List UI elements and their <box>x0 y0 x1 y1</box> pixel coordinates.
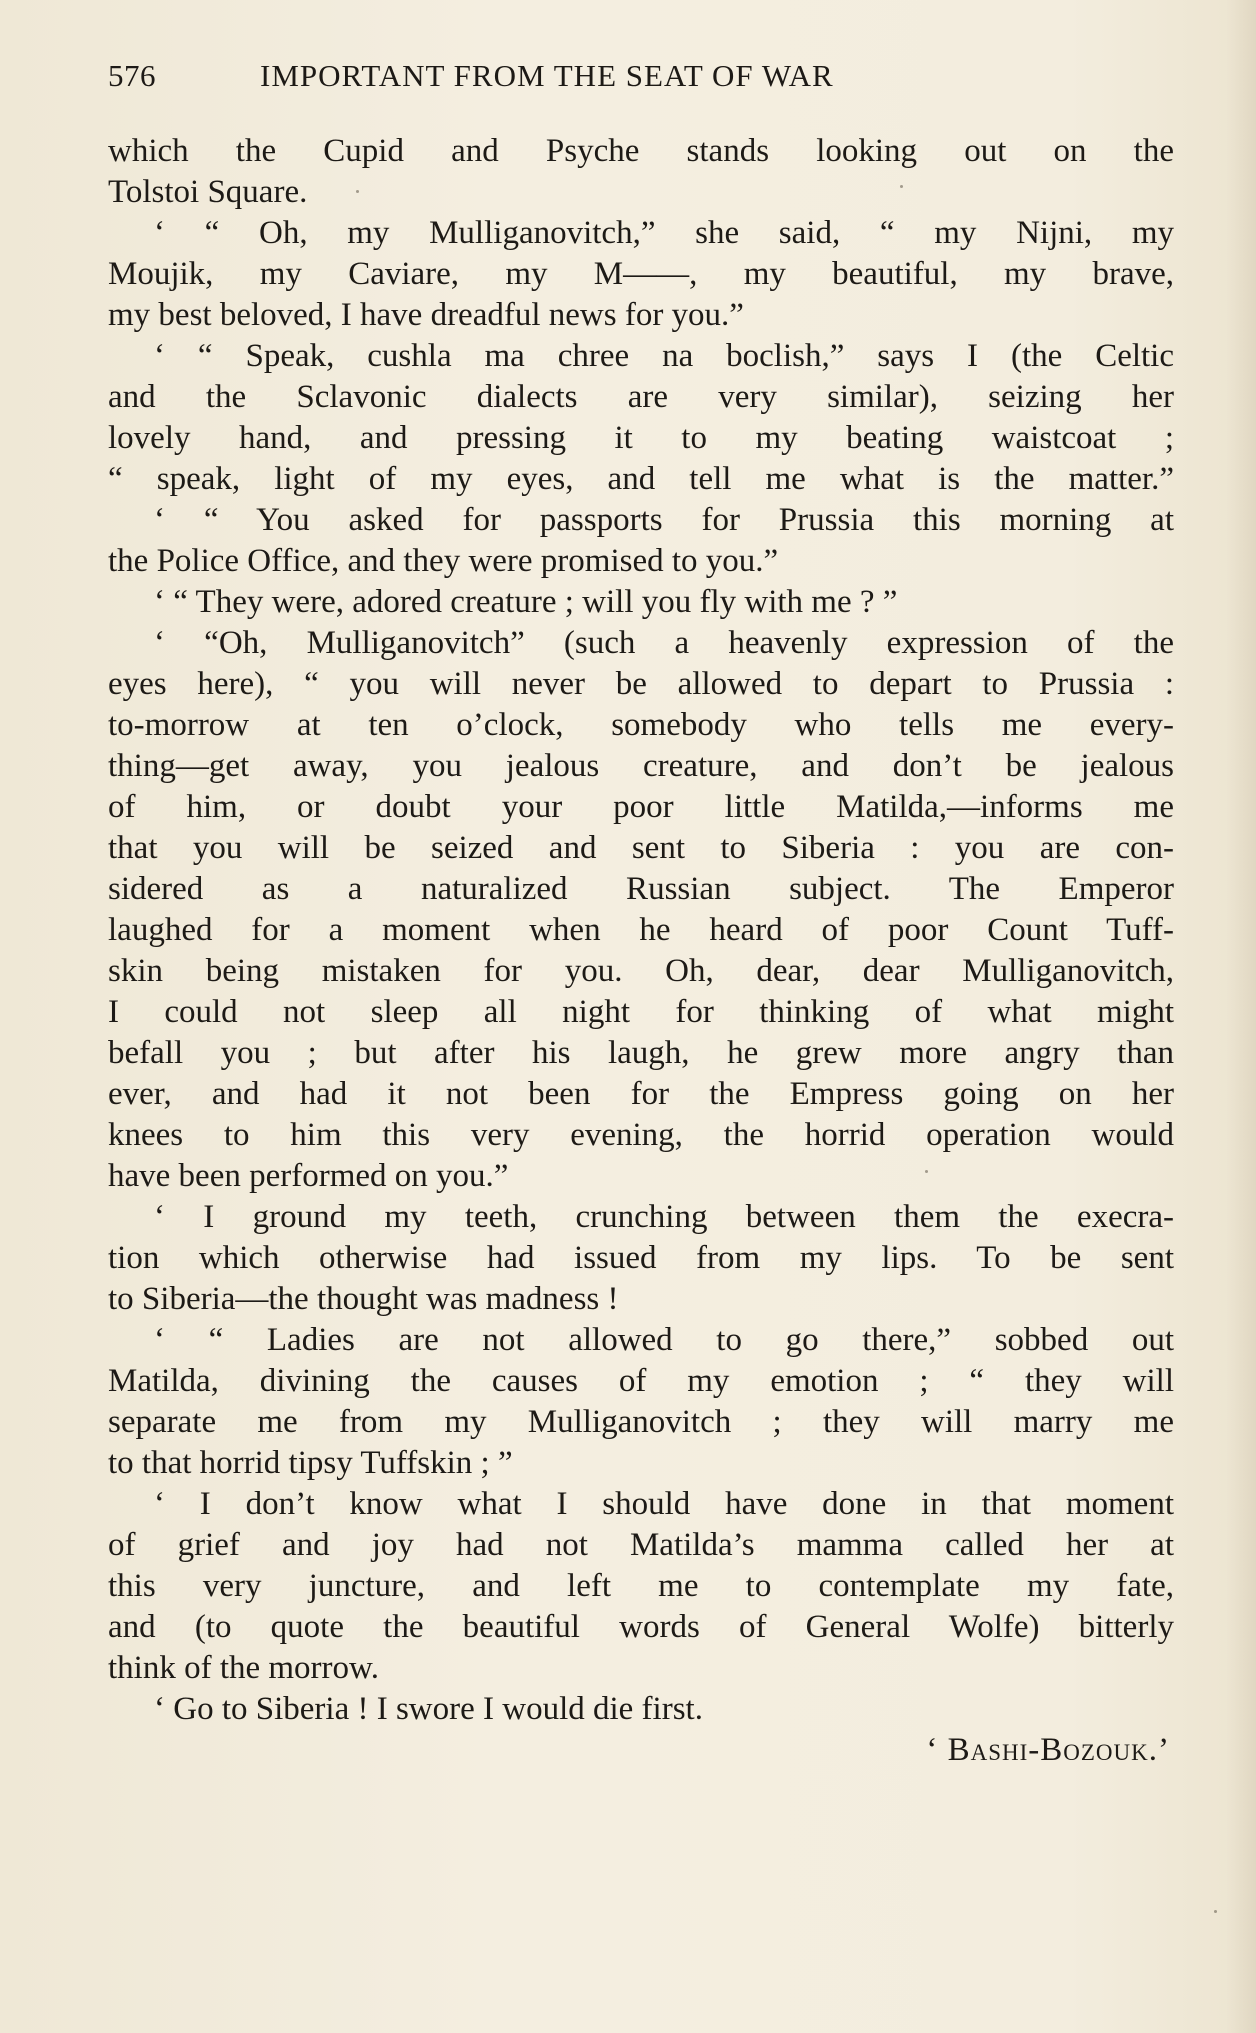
text-line: tion which otherwise had issued from my lips. To be sent <box>108 1240 1174 1276</box>
text-line: thing—get away, you jealous creature, and don’t be jealous <box>108 748 1174 784</box>
running-head: IMPORTANT FROM THE SEAT OF WAR <box>260 58 834 93</box>
text-line: “ speak, light of my eyes, and tell me what is the matter.” <box>108 461 1174 497</box>
text-line: ‘ Go to Siberia ! I swore I would die first. <box>154 1691 703 1727</box>
text-line: of grief and joy had not Matilda’s mamma called her at <box>108 1527 1174 1563</box>
text-line: Tolstoi Square. <box>108 174 308 210</box>
page-header <box>108 58 1108 98</box>
paper-speck <box>356 190 359 193</box>
text-line: which the Cupid and Psyche stands looking out on the <box>108 133 1174 169</box>
text-line: befall you ; but after his laugh, he grew more angry than <box>108 1035 1174 1071</box>
text-line: ‘ “Oh, Mulliganovitch” (such a heavenly expression of the <box>154 625 1174 661</box>
text-line: and the Sclavonic dialects are very similar), seizing her <box>108 379 1174 415</box>
paper-speck <box>925 1170 928 1173</box>
text-line: have been performed on you.” <box>108 1158 509 1194</box>
text-line: Matilda, divining the causes of my emotion ; “ they will <box>108 1363 1174 1399</box>
text-line: the Police Office, and they were promised to you.” <box>108 543 779 579</box>
text-line: ‘ “ You asked for passports for Prussia this morning at <box>154 502 1174 538</box>
text-line: ‘ “ Speak, cushla ma chree na boclish,” says I (the Celtic <box>154 338 1174 374</box>
text-line: ‘ I don’t know what I should have done in that moment <box>154 1486 1174 1522</box>
signature-line <box>108 1730 1174 1771</box>
text-line: sidered as a naturalized Russian subject. The Emperor <box>108 871 1174 907</box>
text-line: to-morrow at ten o’clock, somebody who tells me every- <box>108 707 1174 743</box>
text-line: Moujik, my Caviare, my M——, my beautiful, my brave, <box>108 256 1174 292</box>
text-line: ‘ I ground my teeth, crunching between them the execra- <box>154 1199 1174 1235</box>
text-line: to that horrid tipsy Tuffskin ; ” <box>108 1445 513 1481</box>
text-line: ‘ “ They were, adored creature ; will you fly with me ? ” <box>154 584 898 620</box>
signature: ‘ Bashi-Bozouk.’ <box>926 1732 1170 1768</box>
body-text <box>108 131 1174 1771</box>
text-line: ‘ “ Ladies are not allowed to go there,” sobbed out <box>154 1322 1174 1358</box>
text-line: and (to quote the beautiful words of General Wolfe) bitterly <box>108 1609 1174 1645</box>
page-number: 576 <box>108 58 156 93</box>
text-line: separate me from my Mulliganovitch ; they will marry me <box>108 1404 1174 1440</box>
paper-speck <box>900 185 903 188</box>
text-line: to Siberia—the thought was madness ! <box>108 1281 619 1317</box>
text-line: my best beloved, I have dreadful news for you.” <box>108 297 744 333</box>
text-line: knees to him this very evening, the horrid operation would <box>108 1117 1174 1153</box>
text-line: I could not sleep all night for thinking of what might <box>108 994 1174 1030</box>
page-edge-shadow <box>1226 0 1256 2033</box>
text-line: laughed for a moment when he heard of poor Count Tuff- <box>108 912 1174 948</box>
text-line: of him, or doubt your poor little Matilda,—informs me <box>108 789 1174 825</box>
text-line: that you will be seized and sent to Siberia : you are con- <box>108 830 1174 866</box>
text-line: skin being mistaken for you. Oh, dear, dear Mulliganovitch, <box>108 953 1174 989</box>
text-line: ever, and had it not been for the Empress going on her <box>108 1076 1174 1112</box>
text-line: lovely hand, and pressing it to my beating waistcoat ; <box>108 420 1174 456</box>
text-line: eyes here), “ you will never be allowed to depart to Prussia : <box>108 666 1174 702</box>
text-line: ‘ “ Oh, my Mulliganovitch,” she said, “ my Nijni, my <box>154 215 1174 251</box>
text-line: this very juncture, and left me to contemplate my fate, <box>108 1568 1174 1604</box>
text-line: think of the morrow. <box>108 1650 379 1686</box>
paper-speck <box>1214 1910 1217 1913</box>
